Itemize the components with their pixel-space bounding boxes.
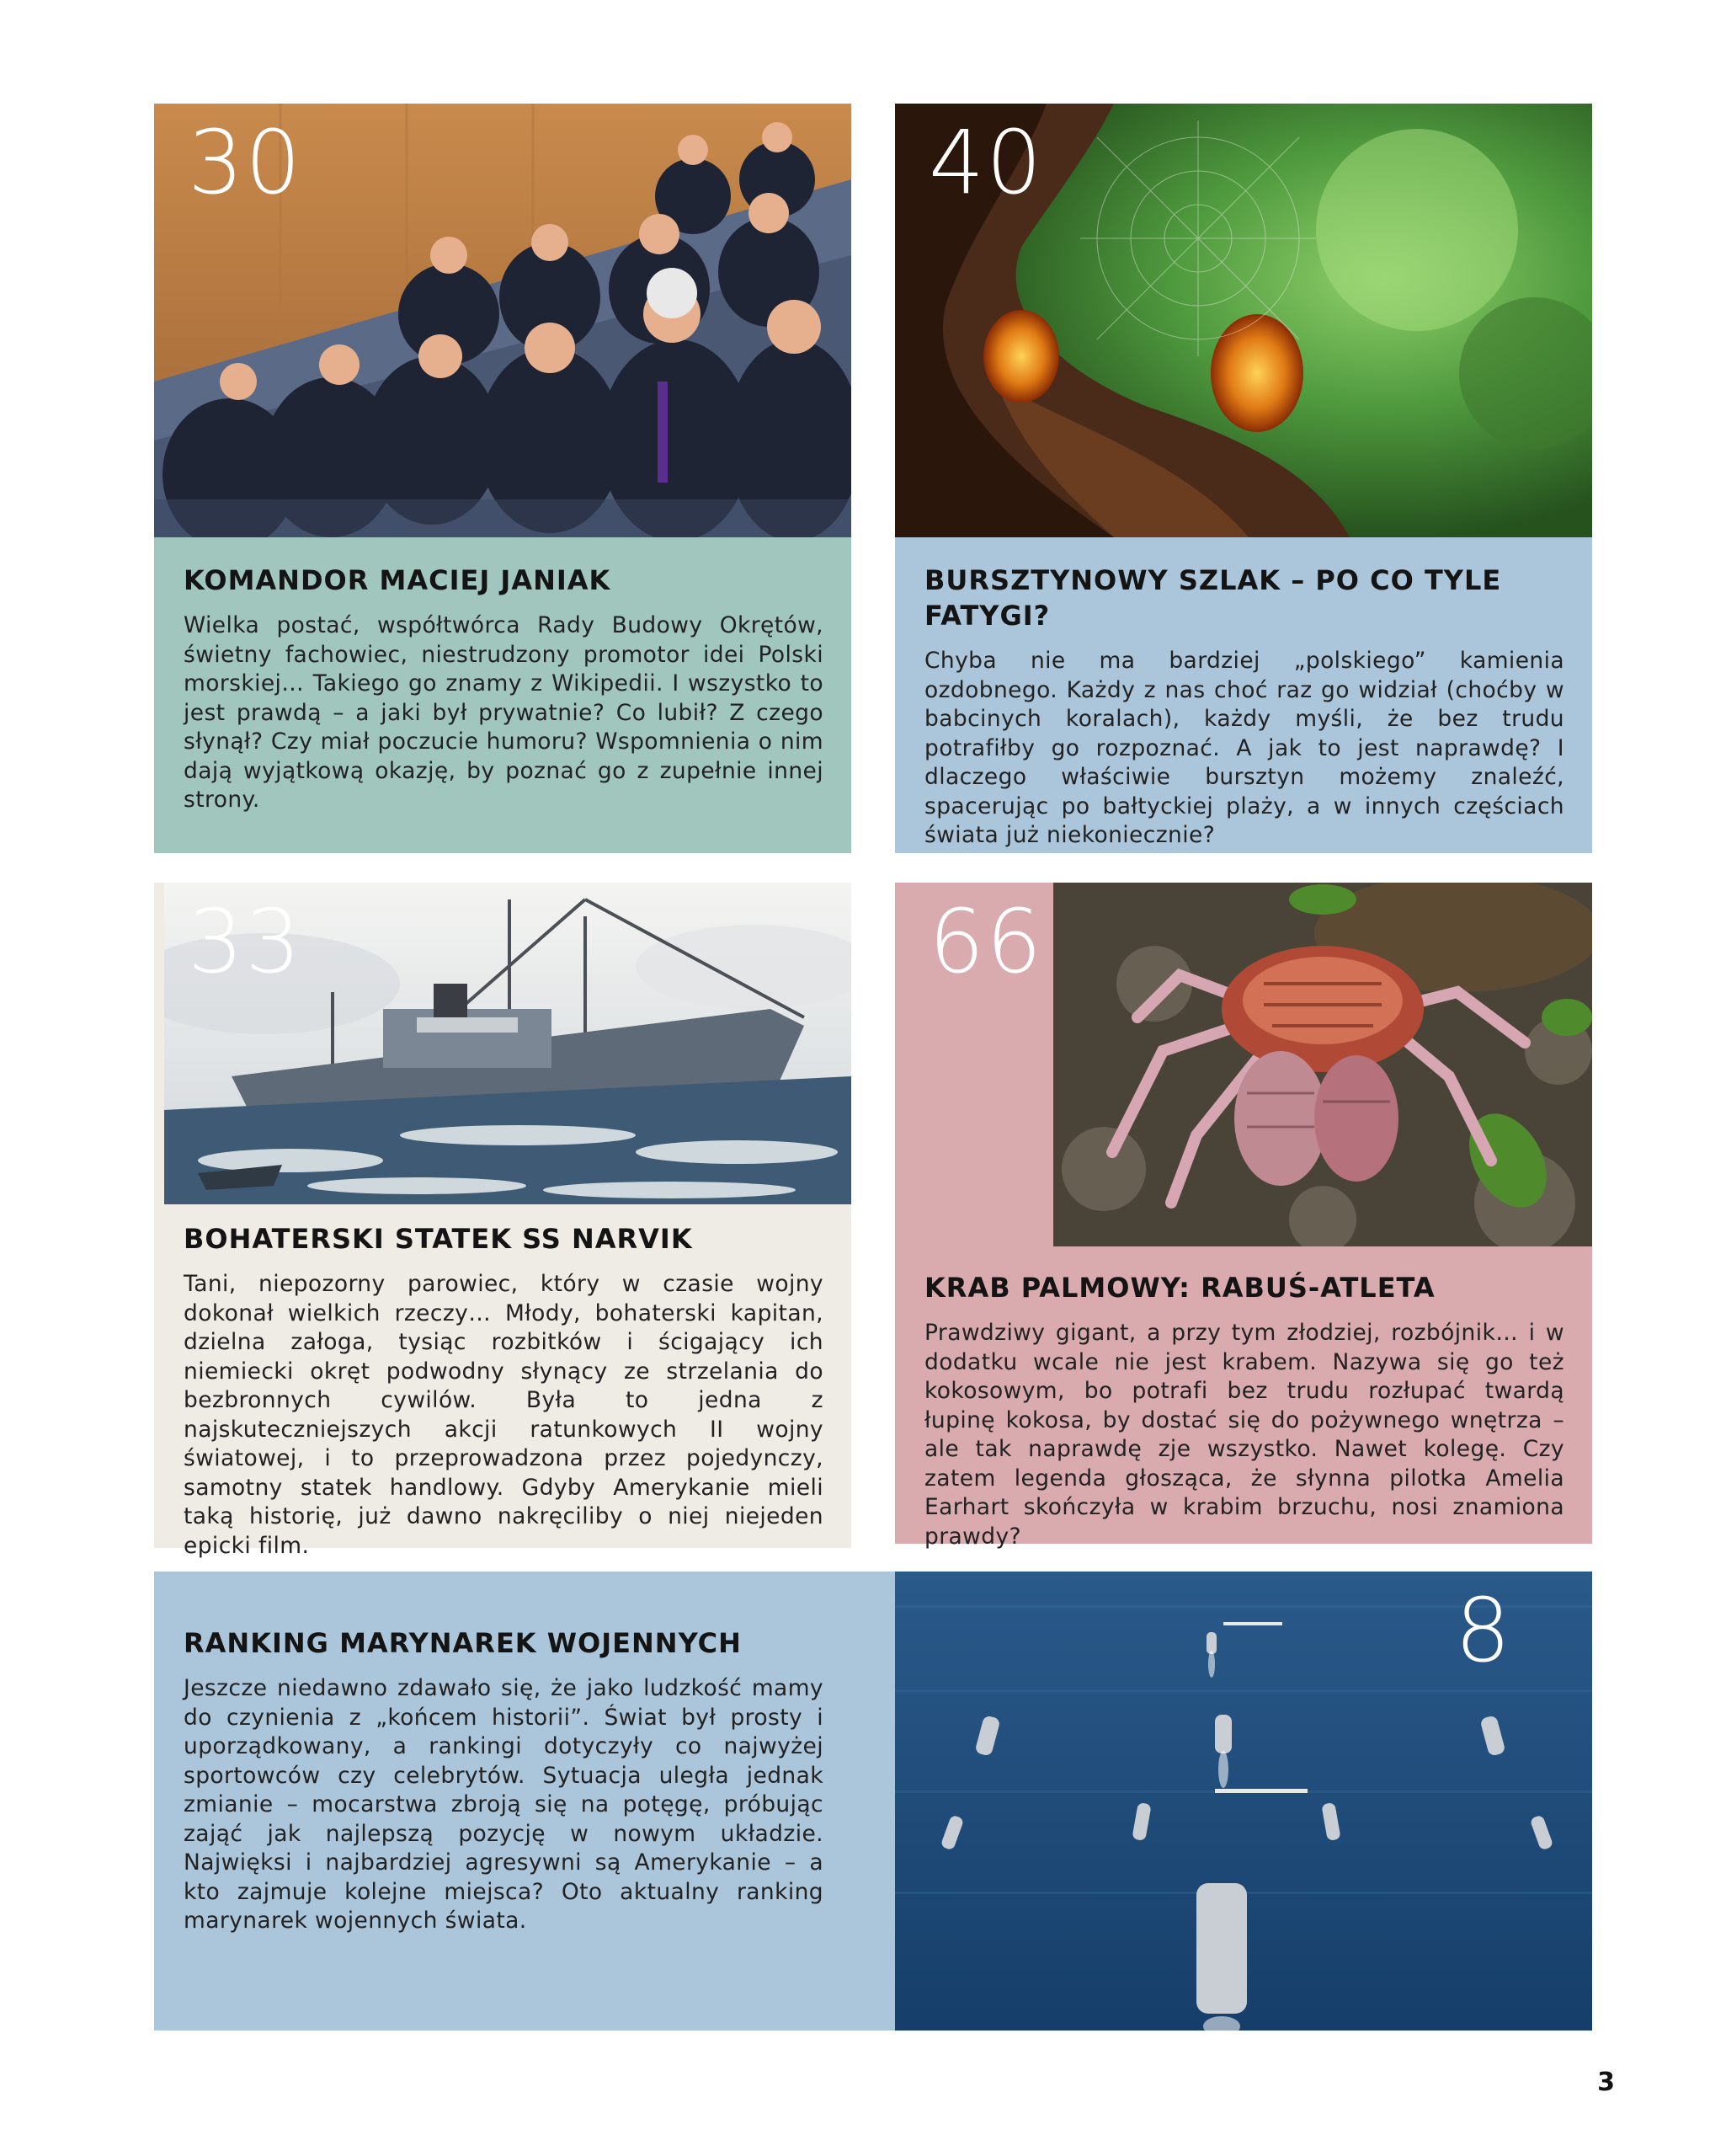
article-card-bursztyn[interactable]: [895, 104, 1592, 853]
article-summary: Tani, niepozorny parowiec, który w czasie wojny dokonał wielkich rzeczy… Młody, bohaterski kapitan, dzielna załoga, tysiąc rozbitków i ścigający ich niemiecki okręt podwodny słynący ze strzelania do bezbronnych cywilów. Była to jedna z najskuteczniejszych akcji ratunkowych II wojny światowej, i to przeprowadzona przez pojedynczy, samotny statek handlowy. Gdyby Amerykanie mieli taką historię, już dawno nakręciliby o niej niejeden epicki film.: [184, 1271, 823, 1559]
article-card-ranking[interactable]: [154, 1572, 1592, 2031]
article-summary: Chyba nie ma bardziej „polskiego” kamienia ozdobnego. Każdy z nas choć raz go widział (choćby w babcinych koralach), każdy myśli, że bez trudu potrafiłby go rozpoznać. A jak to jest naprawdę? I dlaczego właściwie bursztyn możemy znaleźć, spacerując po bałtyckiej plaży, a w innych częściach świata już niekoniecznie?: [924, 648, 1564, 848]
coconut-crab-photo: [1053, 883, 1592, 1246]
article-card-narvik[interactable]: [154, 883, 851, 1559]
text-panel: [895, 537, 1592, 853]
article-title[interactable]: KRAB PALMOWY: RABUŚ-ATLETA: [924, 1272, 1436, 1304]
text-panel: [154, 1572, 895, 2031]
article-title[interactable]: RANKING MARYNAREK WOJENNYCH: [184, 1627, 742, 1659]
article-summary: Wielka postać, współtwórca Rady Budowy Okrętów, świetny fachowiec, niestrudzony promotor idei Polski morskiej… Takiego go znamy z Wikipedii. I wszystko to jest prawdą – a jaki był prywatnie? Co lubił? Z czego słynął? Czy miał poczucie humoru? Wspomnienia o nim dają wyjątkową okazję, by poznać go z zupełnie innej strony.: [184, 612, 823, 813]
article-summary: Jeszcze niedawno zdawało się, że jako ludzkość mamy do czynienia z „końcem historii”. Świat był prosty i uporządkowany, a rankingi dotyczyły co najwyżej sportowców czy celebrytów. Sytuacja uległa jednak zmianie – mocarstwa zbroją się na potęgę, próbując zająć jak najlepszą pozycję w nowym układzie. Najwięksi i najbardziej agresywni są Amerykanie – a kto zajmuje kolejne miejsca? Oto aktualny ranking marynarek wojennych świata.: [184, 1675, 823, 1934]
page-number-badge: 30: [188, 111, 303, 214]
page-number-badge: 33: [188, 890, 303, 993]
page-number-badge: 8: [1455, 1579, 1513, 1682]
footer-page-number: 3: [1597, 2068, 1615, 2097]
article-summary: Prawdziwy gigant, a przy tym złodziej, rozbójnik… i w dodatku wcale nie jest krabem. Nazywa się go też kokosowym, bo potrafi bez trudu rozłupać twardą łupinę kokosa, by dostać się do pożywnego wnętrza – ale tak naprawdę zje wszystko. Nawet kolegę. Czy zatem legenda głosząca, że słynna pilotka Amelia Earhart skończyła w krabim brzuchu, nosi znamiona prawdy?: [924, 1320, 1564, 1550]
page-number-badge: 66: [929, 890, 1044, 993]
article-card-krab[interactable]: [895, 883, 1592, 1550]
article-card-komandor[interactable]: [154, 104, 851, 853]
article-title[interactable]: KOMANDOR MACIEJ JANIAK: [184, 564, 611, 596]
article-title[interactable]: BURSZTYNOWY SZLAK – PO CO TYLE FATYGI?: [924, 564, 1502, 632]
article-title[interactable]: BOHATERSKI STATEK SS NARVIK: [184, 1223, 693, 1255]
page-number-badge: 40: [929, 111, 1044, 214]
text-panel: [154, 537, 851, 853]
